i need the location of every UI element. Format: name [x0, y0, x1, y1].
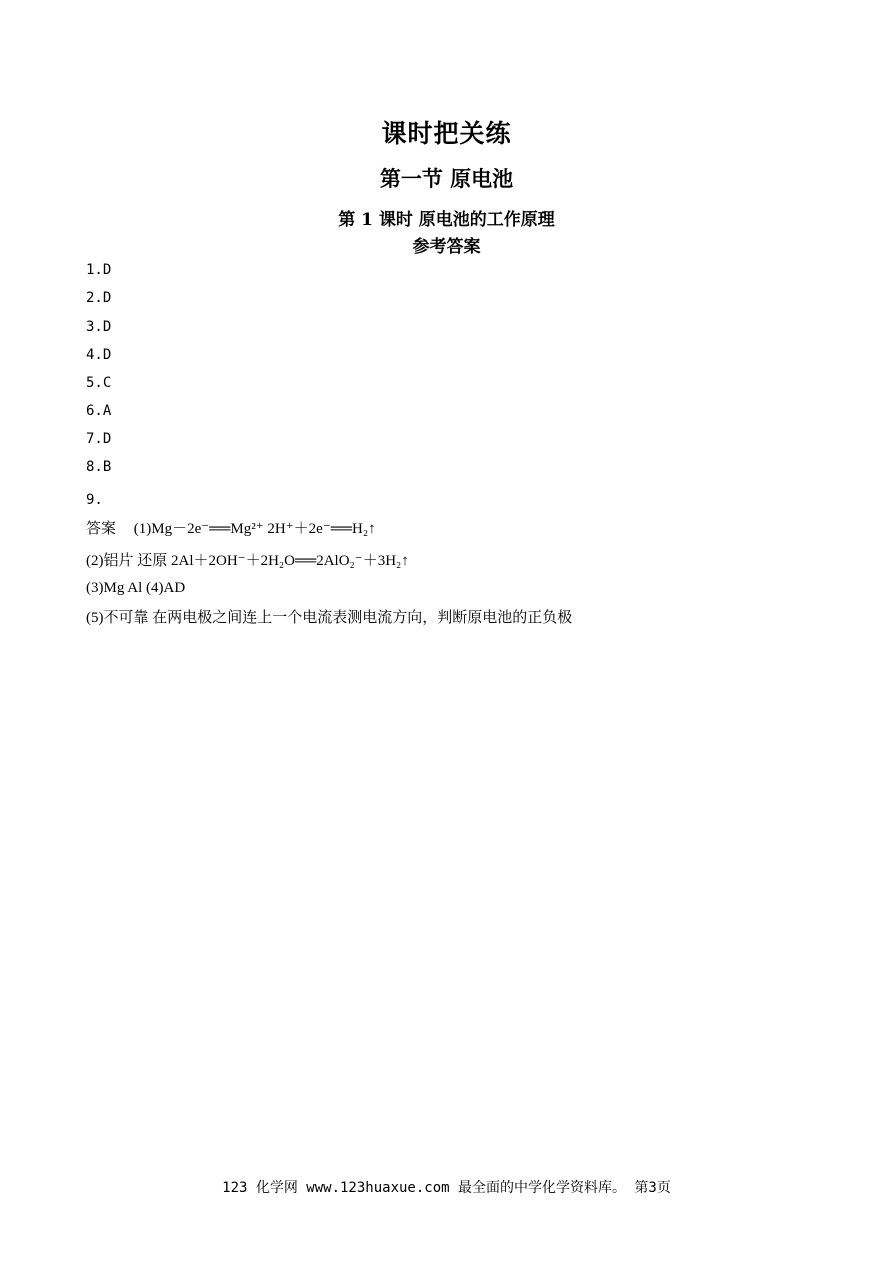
answer-item: 6.A: [86, 403, 112, 419]
answer-item: 4.D: [86, 347, 112, 363]
q9-answer-line-1: [86, 517, 376, 538]
answer-item: 2.D: [86, 290, 112, 306]
lesson-title: 第 1 课时 原电池的工作原理: [338, 210, 555, 230]
answer-item: 7.D: [86, 431, 112, 447]
q9-answer-line-3: (3)Mg Al (4)AD: [86, 580, 186, 596]
answer-item: 5.C: [86, 375, 112, 391]
answer-item: 8.B: [86, 459, 112, 475]
section-title: 第一节 原电池: [379, 166, 514, 191]
page-title: 课时把关练: [381, 119, 512, 148]
answer-item: 1.D: [86, 262, 112, 278]
answer-item: 3.D: [86, 319, 112, 335]
answer-item: 9.: [86, 492, 103, 508]
q9-answer-line-2: (2)铝片 还原 2Al＋2OH⁻＋2H₂O══2AlO₂⁻＋3H₂↑: [86, 553, 409, 569]
equation-text: (1)Mg－2e⁻══Mg²⁺ 2H⁺＋2e⁻══H₂↑: [133, 521, 376, 537]
answer-label: 答案: [86, 519, 117, 537]
answer-heading: 参考答案: [412, 237, 481, 257]
page-footer: 123 化学网 www.123huaxue.com 最全面的中学化学资料库。 第3页: [222, 1180, 671, 1196]
q9-answer-line-4: (5)不可靠 在两电极之间连上一个电流表测电流方向，判断原电池的正负极: [86, 610, 573, 626]
